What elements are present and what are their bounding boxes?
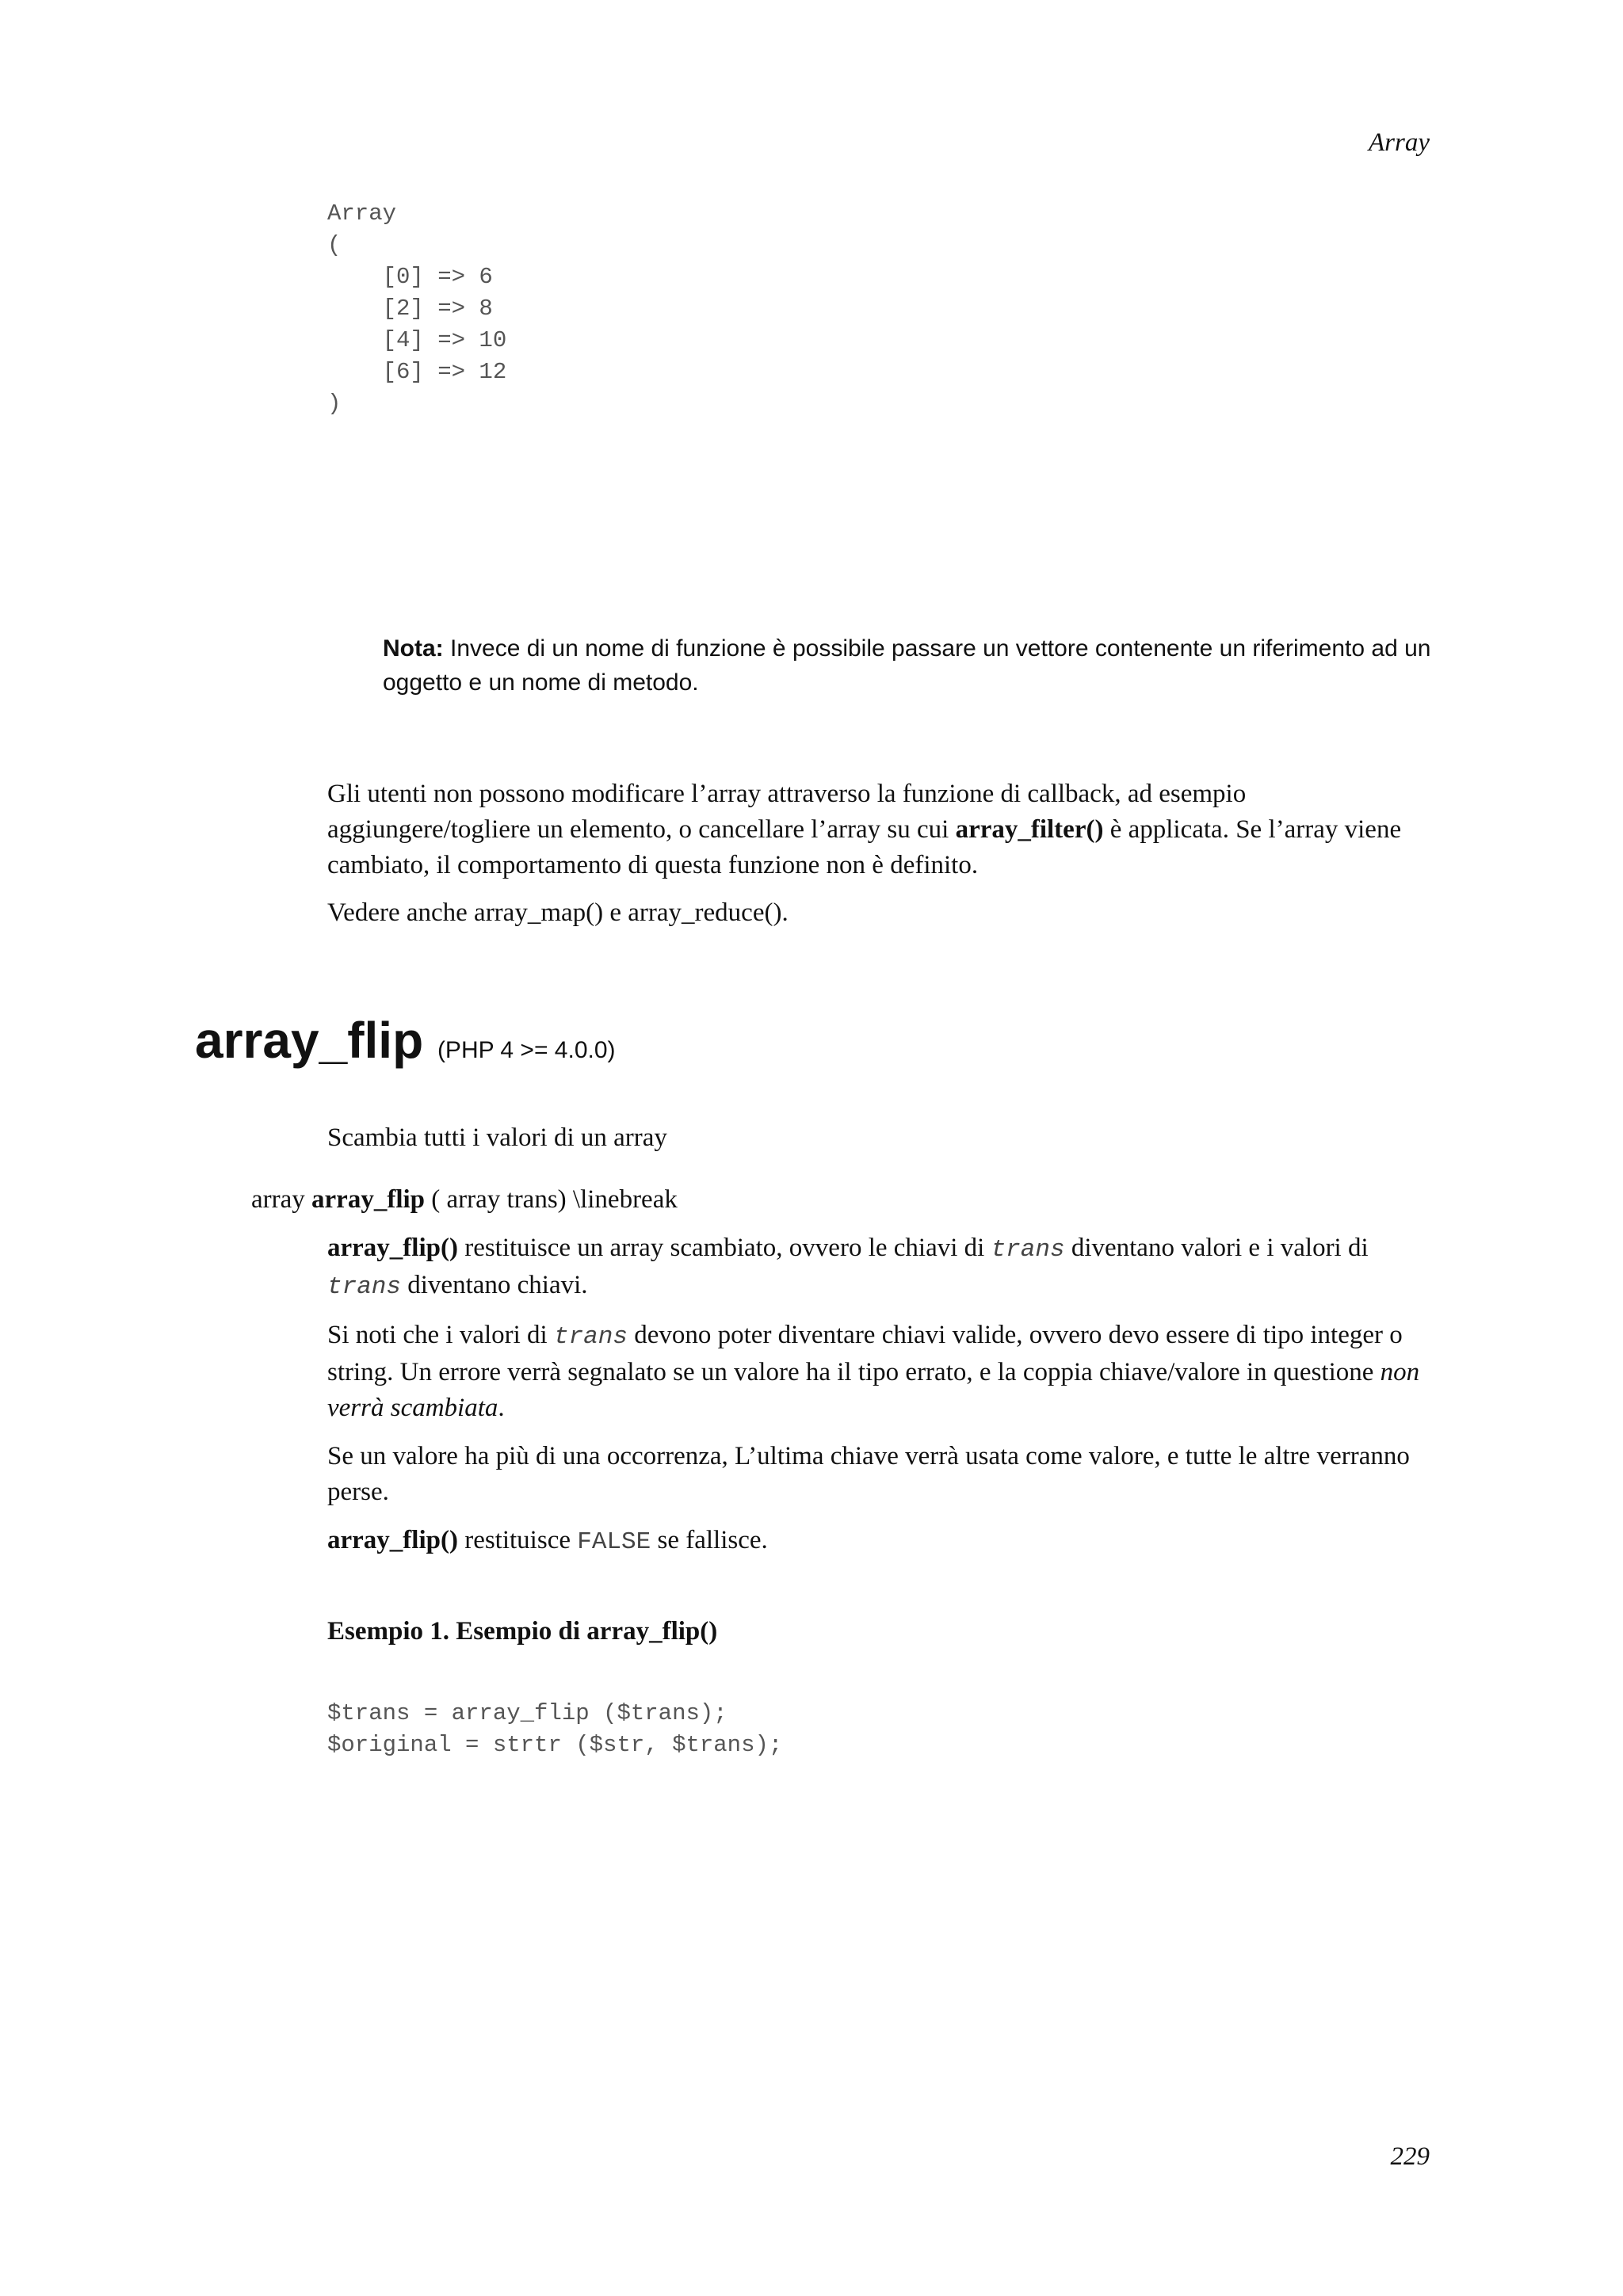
example-code-block xyxy=(327,1698,782,1761)
page-number: 229 xyxy=(1390,2142,1430,2171)
note-text: Invece di un nome di funzione è possibile passare un vettore contenente un riferimento ad un oggetto e un nome di metodo. xyxy=(383,635,1431,696)
function-ref: array_filter() xyxy=(955,815,1104,844)
section-title xyxy=(195,1011,616,1070)
function-signature xyxy=(251,1182,678,1218)
code-line: [6] => 12 xyxy=(327,359,507,385)
paragraph-note-keys: Si noti che i valori di trans devono poter diventare chiavi valide, ovvero devo essere di tipo integer o string. Un errore verrà segnalato se un valore ha il tipo errato, e la coppia chiave/valore in questione non verrà scambiata. xyxy=(327,1321,1420,1422)
running-header: Array xyxy=(1369,128,1430,157)
function-name: array_flip xyxy=(195,1012,424,1069)
code-line: [4] => 10 xyxy=(327,327,507,353)
note-box xyxy=(383,631,1437,700)
signature-name: array_flip xyxy=(311,1185,426,1214)
code-line: [0] => 6 xyxy=(327,264,493,290)
callback-paragraph: Gli utenti non possono modificare l’array attraverso la funzione di callback, ad esempio aggiungere/togliere un elemento, o cancellare l’array su cui array_filter() è applicata. Se l’array viene cambiato, il comportamento di questa funzione non è definito. xyxy=(327,780,1402,879)
output-code-block xyxy=(327,198,506,420)
see-also: Vedere anche array_map() e array_reduce(). xyxy=(327,898,789,927)
code-line: [2] => 8 xyxy=(327,296,493,322)
code-line: ) xyxy=(327,391,342,417)
paragraph-duplicates: Se un valore ha più di una occorrenza, L’ultima chiave verrà usata come valore, e tutte le altre verranno perse. xyxy=(327,1442,1410,1506)
description xyxy=(327,1230,1437,1560)
return-type: array xyxy=(251,1185,305,1214)
version-info: (PHP 4 >= 4.0.0) xyxy=(437,1037,616,1063)
function-summary: Scambia tutti i valori di un array xyxy=(327,1123,667,1152)
note-label: Nota: xyxy=(383,635,444,662)
paragraph-return: array_flip() restituisce un array scambiato, ovvero le chiavi di trans diventano valori e i valori di trans diventano chiavi. xyxy=(327,1234,1369,1301)
code-line: $trans = array_flip ($trans); xyxy=(327,1700,727,1726)
code-line: $original = strtr ($str, $trans); xyxy=(327,1732,783,1758)
code-line: ( xyxy=(327,232,342,258)
code-line: Array xyxy=(327,200,397,227)
paragraph-failure: array_flip() restituisce FALSE se fallisce. xyxy=(327,1526,768,1556)
example-title: Esempio 1. Esempio di array_flip() xyxy=(327,1617,718,1646)
signature-params: ( array trans) \linebreak xyxy=(431,1185,678,1214)
